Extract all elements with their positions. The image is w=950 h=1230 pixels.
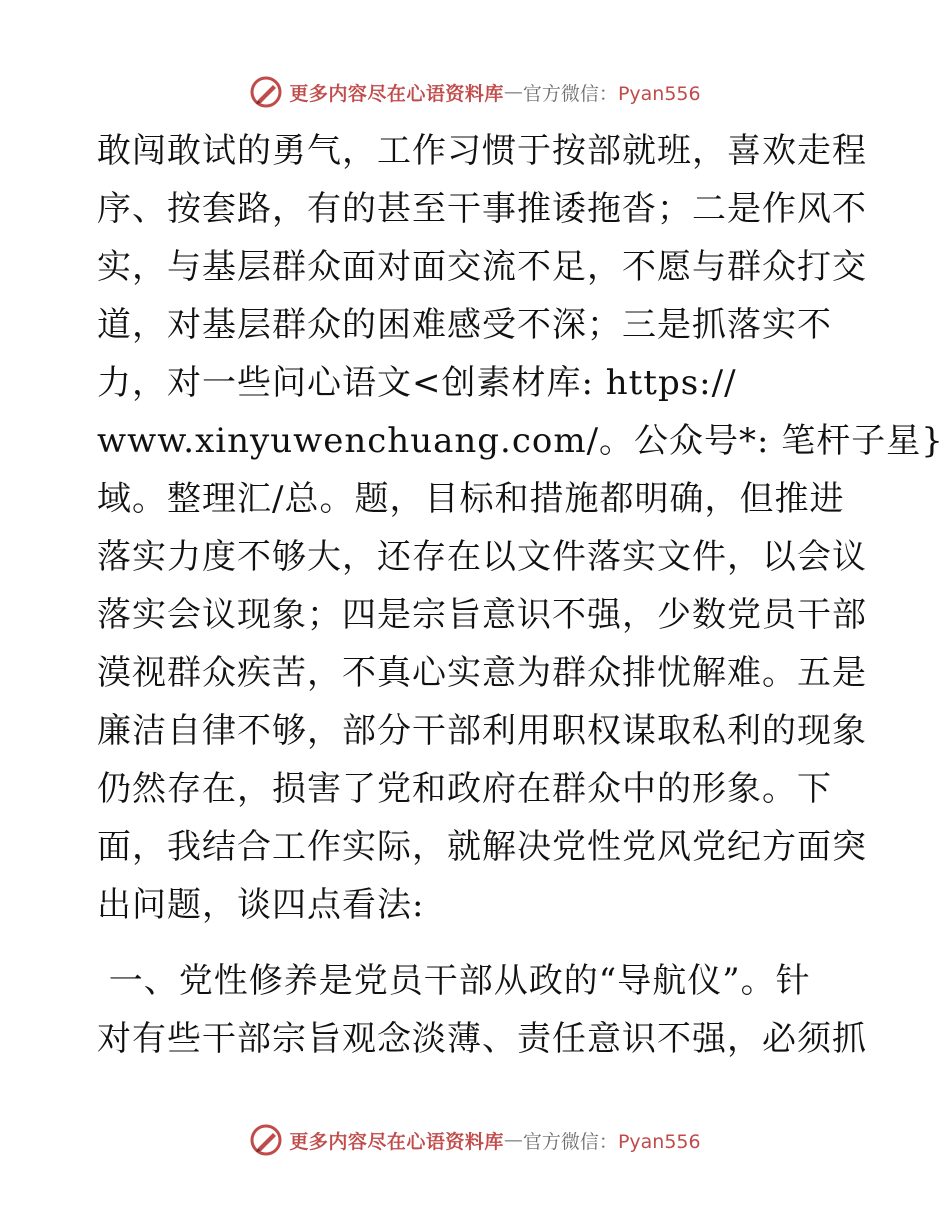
text-line: www.xinyuwenchuang.com/。公众号*: 笔杆子星}	[97, 421, 944, 461]
text-line: 面，我结合工作实际，就解决党性党风党纪方面突	[97, 827, 867, 867]
text-line: 序、按套路，有的甚至干事推诿拖沓；二是作风不	[97, 189, 867, 229]
text-line: 出问题，谈四点看法:	[97, 885, 425, 925]
watermark-separator: —	[503, 1129, 523, 1151]
page-header-watermark	[0, 72, 950, 112]
text-line: 廉洁自律不够，部分干部利用职权谋取私利的现象	[97, 711, 867, 751]
watermark-account: Pyan556	[617, 82, 701, 105]
text-line: 力，对一些问心语文<创素材库: https://	[97, 363, 737, 403]
pen-logo-icon	[249, 75, 283, 109]
text-line: 域。整理汇/总。题，目标和措施都明确，但推进	[97, 479, 845, 519]
paragraph-2	[97, 952, 867, 1068]
text-line: 仍然存在，损害了党和政府在群众中的形象。下	[97, 769, 832, 809]
watermark-wechat	[523, 1127, 701, 1154]
document-body	[97, 122, 944, 1068]
page-footer-watermark	[0, 1120, 950, 1160]
text-line: 落实会议现象；四是宗旨意识不强，少数党员干部	[97, 595, 867, 635]
text-line: 漠视群众疾苦，不真心实意为群众排忧解难。五是	[97, 653, 867, 693]
watermark-title: 更多内容尽在心语资料库	[289, 1130, 504, 1153]
text-line: 落实力度不够大，还存在以文件落实文件，以会议	[97, 537, 867, 577]
text-line: 对有些干部宗旨观念淡薄、责任意识不强，必须抓	[97, 1019, 867, 1059]
watermark-label: 官方微信：	[522, 82, 618, 105]
text-line: 敢闯敢试的勇气，工作习惯于按部就班，喜欢走程	[97, 131, 867, 171]
paragraph-1	[97, 122, 944, 934]
text-line: 实，与基层群众面对面交流不足，不愿与群众打交	[97, 247, 867, 287]
watermark-title: 更多内容尽在心语资料库	[289, 82, 504, 105]
text-line: 一、党性修养是党员干部从政的“导航仪”。针	[97, 961, 811, 1001]
pen-logo-icon	[249, 1123, 283, 1157]
watermark-account: Pyan556	[617, 1130, 701, 1153]
watermark-wechat	[523, 79, 701, 106]
watermark-separator: —	[503, 81, 523, 103]
text-line: 道，对基层群众的困难感受不深；三是抓落实不	[97, 305, 832, 345]
watermark-label: 官方微信：	[522, 1130, 618, 1153]
